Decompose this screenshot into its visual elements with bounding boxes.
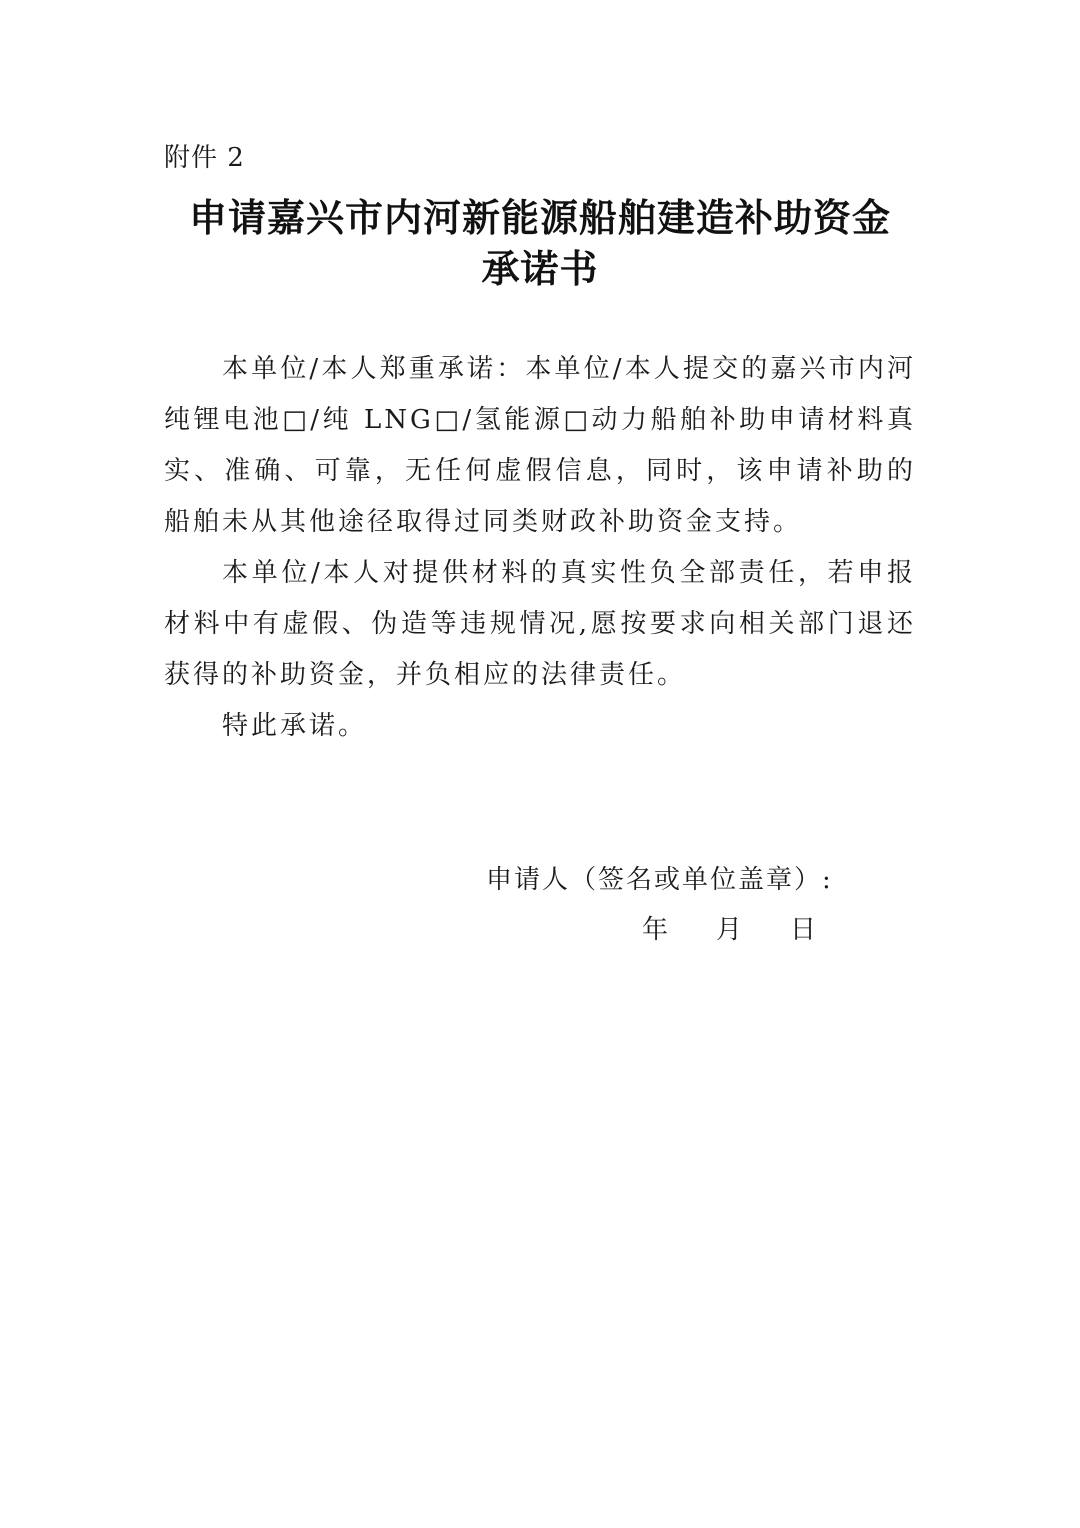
document-title-line-2: 承诺书 <box>481 247 599 291</box>
date-day-label: 日 <box>790 915 817 945</box>
paragraph-responsibility: 本单位/本人对提供材料的真实性负全部责任，若申报材料中有虚假、伪造等违规情况,愿按要求向相关部门退还获得的补助资金，并负相应的法律责任。 <box>164 558 916 690</box>
attachment-label: 附件 2 <box>164 143 245 173</box>
signature-label: 申请人（签名或单位盖章）: <box>486 865 833 895</box>
document-body <box>164 344 916 752</box>
document-title-line-1: 申请嘉兴市内河新能源船舶建造补助资金 <box>188 196 891 240</box>
date-month-label: 月 <box>716 915 743 945</box>
date-year-label: 年 <box>642 915 669 945</box>
paragraph-closing: 特此承诺。 <box>222 711 368 741</box>
paragraph-commitment: 本单位/本人郑重承诺：本单位/本人提交的嘉兴市内河纯锂电池□/纯 LNG□/氢能源□动力船舶补助申请材料真实、准确、可靠，无任何虚假信息，同时，该申请补助的船舶未从其他途径取得过同类财政补助资金支持。 <box>164 354 916 537</box>
